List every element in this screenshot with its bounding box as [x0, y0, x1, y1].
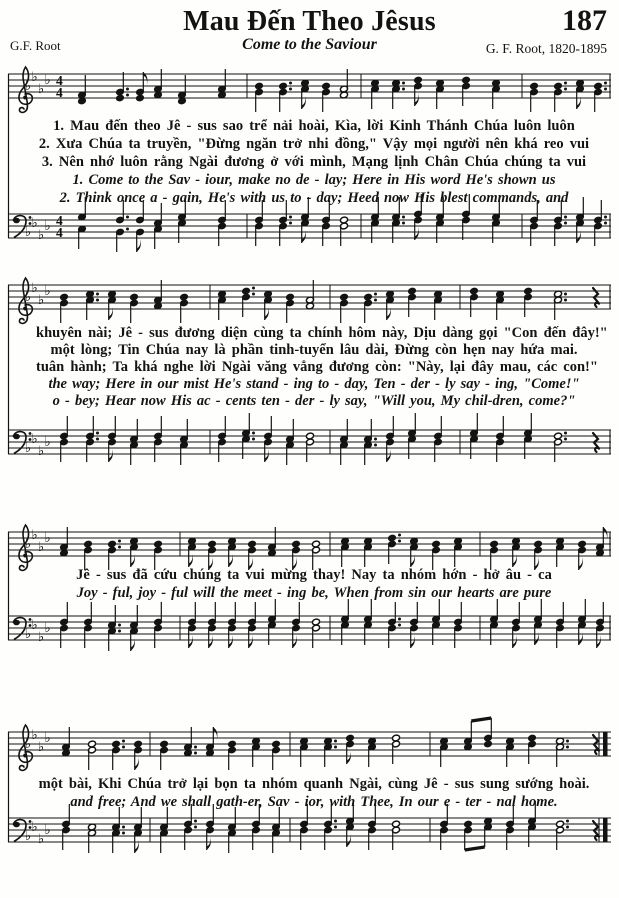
svg-text:♭: ♭	[31, 281, 38, 296]
svg-text:♭: ♭	[38, 228, 45, 243]
svg-text:♭: ♭	[25, 441, 32, 456]
svg-text:♭: ♭	[31, 528, 38, 543]
svg-text:♭: ♭	[38, 540, 45, 555]
svg-text:♭: ♭	[38, 630, 45, 645]
svg-text:♭: ♭	[31, 728, 38, 743]
svg-text:♭: ♭	[31, 618, 38, 633]
lyric-line: 1. Mau đến theo Jê - sus sao trể nải hoài, Kìa, lời Kinh Thánh Chúa luôn luôn	[53, 118, 575, 134]
svg-text:♭: ♭	[44, 621, 51, 636]
svg-text:♭: ♭	[44, 435, 51, 450]
svg-text:♭: ♭	[25, 290, 32, 305]
lyric-line: một lòng; Tin Chúa nay là phần tinh-tuyển lâu dài, Đừng còn hẹn nay hứa mai.	[50, 342, 578, 358]
lyric-line: khuyên nài; Jê - sus đương diện cùng ta chính hôm này, Dịu dàng gọi "Con đến đây!"	[36, 325, 608, 341]
lyric-line: 2. Xưa Chúa ta truyền, "Đừng ngăn trở nhi đồng," Vậy mọi người nên khá reo vui	[38, 136, 590, 152]
svg-text:♭: ♭	[38, 832, 45, 847]
svg-text:♭: ♭	[31, 70, 38, 85]
hymn-number: 187	[562, 4, 607, 37]
svg-text:♭: ♭	[31, 432, 38, 447]
lyric-line: 3. Nên nhớ luôn rằng Ngài đương ở với mình, Mạng lịnh Chân Chúa chúng ta vui	[41, 154, 587, 170]
lyric-line: and free; And we shall gath-er, Sav - ior, with Thee, In our e - ter - nal home.	[70, 794, 558, 810]
svg-text:♭: ♭	[44, 531, 51, 546]
lyric-line: 1. Come to the Sav - iour, make no de - lay; Here in His word He's shown us	[72, 172, 556, 188]
svg-text:♭: ♭	[25, 225, 32, 240]
page-title: Mau Đến Theo Jêsus	[183, 6, 436, 37]
svg-text:4: 4	[56, 225, 63, 240]
svg-text:♭: ♭	[38, 444, 45, 459]
svg-text:♭: ♭	[31, 820, 38, 835]
lyric-line: the way; Here in our mist He's stand - ing to - day, Ten - der - ly say - ing, "Come!"	[48, 376, 580, 392]
svg-text:♭: ♭	[38, 82, 45, 97]
svg-text:♭: ♭	[31, 216, 38, 231]
lyric-line: Jê - sus đã cứu chúng ta vui mừng thay! Nay ta nhóm hớn - hở âu - ca	[76, 567, 552, 583]
svg-text:♭: ♭	[44, 73, 51, 88]
svg-text:4: 4	[56, 213, 63, 228]
svg-text:♭: ♭	[44, 823, 51, 838]
lyric-line: 2. Think once a - gain, He's with us to - day; Heed now His blest commands, and	[59, 190, 569, 206]
svg-text:♭: ♭	[44, 731, 51, 746]
lyric-line: một bài, Khi Chúa trở lại bọn ta nhóm quanh Ngài, cùng Jê - sus sung sướng hoài.	[38, 776, 590, 792]
lyric-line: tuân hành; Ta khá nghe lời Ngài văng vẳng đương còn: "Này, lại đây mau, các con!"	[36, 359, 598, 375]
composer-credit-right: G. F. Root, 1820-1895	[485, 41, 607, 56]
svg-text:4: 4	[56, 85, 63, 100]
lyric-line: o - bey; Hear now His ac - cents ten - der - ly say, "Will you, My chil-dren, come?"	[52, 393, 576, 409]
svg-text:♭: ♭	[25, 737, 32, 752]
svg-text:♭: ♭	[25, 537, 32, 552]
svg-text:♭: ♭	[38, 740, 45, 755]
svg-text:♭: ♭	[25, 829, 32, 844]
lyric-line: Joy - ful, joy - ful will the meet - ing be, When from sin our hearts are pure	[76, 585, 552, 601]
svg-text:♭: ♭	[44, 219, 51, 234]
svg-text:♭: ♭	[38, 293, 45, 308]
svg-text:♭: ♭	[44, 284, 51, 299]
svg-text:♭: ♭	[25, 627, 32, 642]
svg-text:♭: ♭	[25, 79, 32, 94]
svg-text:4: 4	[56, 73, 63, 88]
page-subtitle: Come to the Saviour	[242, 36, 377, 53]
composer-credit-left: G.F. Root	[10, 38, 61, 53]
